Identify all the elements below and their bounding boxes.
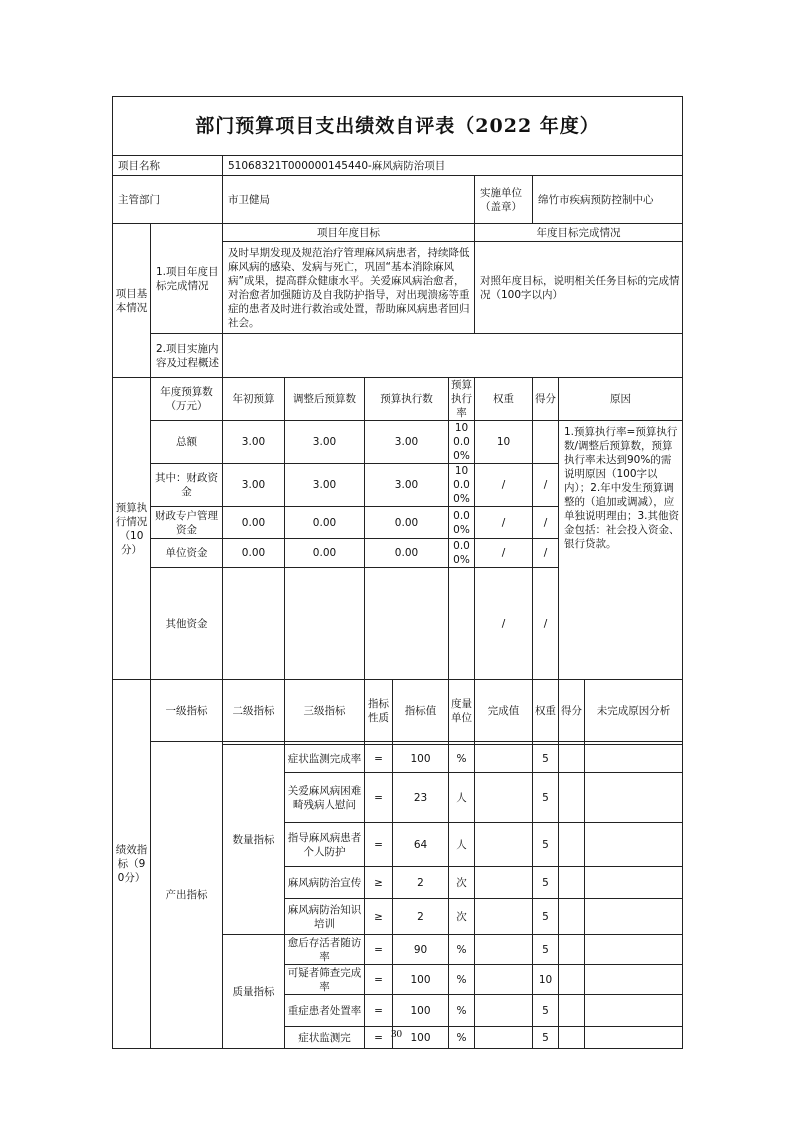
budget-weight: / (475, 507, 533, 539)
process-label: 2.项目实施内容及过程概述 (151, 334, 223, 378)
level1-output: 产出指标 (151, 742, 223, 1049)
perf-header: 完成值 (475, 680, 533, 742)
budget-adjusted: 3.00 (285, 421, 365, 464)
budget-row-label: 财政专户管理资金 (151, 507, 223, 539)
indicator-done (475, 773, 533, 823)
indicator-unit: % (449, 745, 475, 773)
perf-header: 指标性质 (365, 680, 393, 742)
budget-header: 原因 (559, 378, 683, 421)
perf-header: 未完成原因分析 (585, 680, 683, 742)
indicator-value: 2 (393, 867, 449, 899)
basic-section-label: 项目基本情况 (113, 224, 151, 378)
indicator-weight: 10 (533, 965, 559, 995)
indicator-name: 可疑者筛查完成率 (285, 965, 365, 995)
indicator-weight: 5 (533, 899, 559, 935)
budget-row-label: 总额 (151, 421, 223, 464)
indicator-unit: 次 (449, 867, 475, 899)
perf-header: 指标值 (393, 680, 449, 742)
budget-rate: 100.00% (449, 421, 475, 464)
annual-goal-header: 项目年度目标 (223, 224, 475, 242)
budget-rate: 0.00% (449, 507, 475, 539)
dept-label: 主管部门 (113, 176, 223, 224)
indicator-unit: % (449, 1027, 475, 1049)
indicator-score (559, 899, 585, 935)
budget-executed: 3.00 (365, 464, 449, 507)
budget-adjusted: 0.00 (285, 507, 365, 539)
perf-header: 权重 (533, 680, 559, 742)
indicator-name: 指导麻风病患者个人防护 (285, 823, 365, 867)
indicator-reason (585, 823, 683, 867)
indicator-done (475, 745, 533, 773)
budget-header: 预算执行数 (365, 378, 449, 421)
budget-header: 权重 (475, 378, 533, 421)
impl-value: 绵竹市疾病预防控制中心 (533, 176, 683, 224)
budget-executed: 3.00 (365, 421, 449, 464)
indicator-name: 症状监测完成率 (285, 745, 365, 773)
perf-section-label: 绩效指标（90分） (113, 680, 151, 1049)
budget-row-label: 单位资金 (151, 539, 223, 568)
indicator-value: 100 (393, 965, 449, 995)
budget-header: 年初预算 (223, 378, 285, 421)
self-evaluation-table (112, 96, 683, 1049)
budget-header: 调整后预算数 (285, 378, 365, 421)
perf-header: 得分 (559, 680, 585, 742)
indicator-op: ≥ (365, 867, 393, 899)
budget-weight: 10 (475, 421, 533, 464)
indicator-op: = (365, 1027, 393, 1049)
dept-value: 市卫健局 (223, 176, 475, 224)
process-text (223, 334, 683, 378)
budget-score: / (533, 507, 559, 539)
project-name-label: 项目名称 (113, 156, 223, 176)
page-title: 部门预算项目支出绩效自评表（2022 年度） (113, 97, 683, 156)
indicator-op: = (365, 965, 393, 995)
indicator-op: = (365, 745, 393, 773)
indicator-unit: 次 (449, 899, 475, 935)
indicator-weight: 5 (533, 1027, 559, 1049)
budget-rate (449, 568, 475, 680)
page-number: 30 (391, 1028, 402, 1040)
indicator-name: 愈后存活者随访率 (285, 935, 365, 965)
perf-header: 度量单位 (449, 680, 475, 742)
indicator-score (559, 745, 585, 773)
budget-rate: 100.00% (449, 464, 475, 507)
indicator-done (475, 823, 533, 867)
indicator-reason (585, 995, 683, 1027)
impl-label: 实施单位（盖章） (475, 176, 533, 224)
budget-adjusted (285, 568, 365, 680)
budget-score (533, 421, 559, 464)
indicator-value: 100 (393, 995, 449, 1027)
indicator-op: = (365, 995, 393, 1027)
budget-executed (365, 568, 449, 680)
indicator-op: ≥ (365, 899, 393, 935)
indicator-done (475, 965, 533, 995)
indicator-name: 重症患者处置率 (285, 995, 365, 1027)
budget-weight: / (475, 464, 533, 507)
indicator-reason (585, 935, 683, 965)
budget-row-label: 其他资金 (151, 568, 223, 680)
indicator-score (559, 935, 585, 965)
indicator-name: 麻风病防治宣传 (285, 867, 365, 899)
indicator-weight: 5 (533, 935, 559, 965)
budget-executed: 0.00 (365, 539, 449, 568)
budget-initial: 3.00 (223, 464, 285, 507)
budget-score: / (533, 539, 559, 568)
indicator-done (475, 899, 533, 935)
indicator-value: 2 (393, 899, 449, 935)
perf-header: 二级指标 (223, 680, 285, 742)
indicator-weight: 5 (533, 773, 559, 823)
budget-executed: 0.00 (365, 507, 449, 539)
budget-initial: 3.00 (223, 421, 285, 464)
budget-score: / (533, 568, 559, 680)
budget-header: 预算执行率 (449, 378, 475, 421)
indicator-name: 麻风病防治知识培训 (285, 899, 365, 935)
indicator-unit: % (449, 995, 475, 1027)
indicator-op: = (365, 773, 393, 823)
quantity-indicator: 数量指标 (223, 745, 285, 935)
budget-rate: 0.00% (449, 539, 475, 568)
budget-initial: 0.00 (223, 507, 285, 539)
quality-indicator: 质量指标 (223, 935, 285, 1049)
perf-header: 三级指标 (285, 680, 365, 742)
budget-weight: / (475, 568, 533, 680)
indicator-op: = (365, 935, 393, 965)
indicator-reason (585, 867, 683, 899)
indicator-weight: 5 (533, 867, 559, 899)
indicator-value: 23 (393, 773, 449, 823)
indicator-value: 64 (393, 823, 449, 867)
project-name: 51068321T000000145440-麻风病防治项目 (223, 156, 683, 176)
indicator-name: 症状监测完 (285, 1027, 365, 1049)
indicator-unit: % (449, 965, 475, 995)
goal-text: 及时早期发现及规范治疗管理麻风病患者，持续降低麻风病的感染、发病与死亡，巩固“基本消除麻风病”成果，提高群众健康水平。关爱麻风病治愈者，对治愈者加强随访及自我防护指导，对出现溃疡等重症的患者及时进行救治或处置，帮助麻风病患者回归社会。 (223, 242, 475, 334)
indicator-weight: 5 (533, 995, 559, 1027)
perf-header: 一级指标 (151, 680, 223, 742)
budget-initial (223, 568, 285, 680)
budget-row-label: 其中：财政资金 (151, 464, 223, 507)
indicator-done (475, 935, 533, 965)
budget-section-label: 预算执行情况（10分） (113, 378, 151, 680)
indicator-unit: % (449, 935, 475, 965)
indicator-score (559, 965, 585, 995)
indicator-weight: 5 (533, 823, 559, 867)
budget-weight: / (475, 539, 533, 568)
indicator-reason (585, 965, 683, 995)
indicator-value: 100 (393, 1027, 449, 1049)
indicator-score (559, 867, 585, 899)
budget-reason: 1.预算执行率=预算执行数/调整后预算数，预算执行率未达到90%的需说明原因（100字以内）；2.年中发生预算调整的（追加或调减），应单独说明理由；3.其他资金包括：社会投入资金、银行贷款。 (559, 421, 683, 680)
indicator-weight: 5 (533, 745, 559, 773)
indicator-score (559, 773, 585, 823)
indicator-name: 关爱麻风病困难畸残病人慰问 (285, 773, 365, 823)
indicator-unit: 人 (449, 823, 475, 867)
indicator-score (559, 823, 585, 867)
indicator-value: 90 (393, 935, 449, 965)
indicator-done (475, 995, 533, 1027)
budget-score: / (533, 464, 559, 507)
completion-text: 对照年度目标，说明相关任务目标的完成情况（100字以内） (475, 242, 683, 334)
completion-header: 年度目标完成情况 (475, 224, 683, 242)
indicator-done (475, 867, 533, 899)
indicator-reason (585, 745, 683, 773)
indicator-score (559, 995, 585, 1027)
budget-header: 得分 (533, 378, 559, 421)
indicator-op: = (365, 823, 393, 867)
indicator-reason (585, 899, 683, 935)
budget-adjusted: 0.00 (285, 539, 365, 568)
indicator-value: 100 (393, 745, 449, 773)
budget-initial: 0.00 (223, 539, 285, 568)
indicator-unit: 人 (449, 773, 475, 823)
budget-adjusted: 3.00 (285, 464, 365, 507)
budget-header: 年度预算数（万元） (151, 378, 223, 421)
goal-label: 1.项目年度目标完成情况 (151, 224, 223, 334)
indicator-reason (585, 773, 683, 823)
